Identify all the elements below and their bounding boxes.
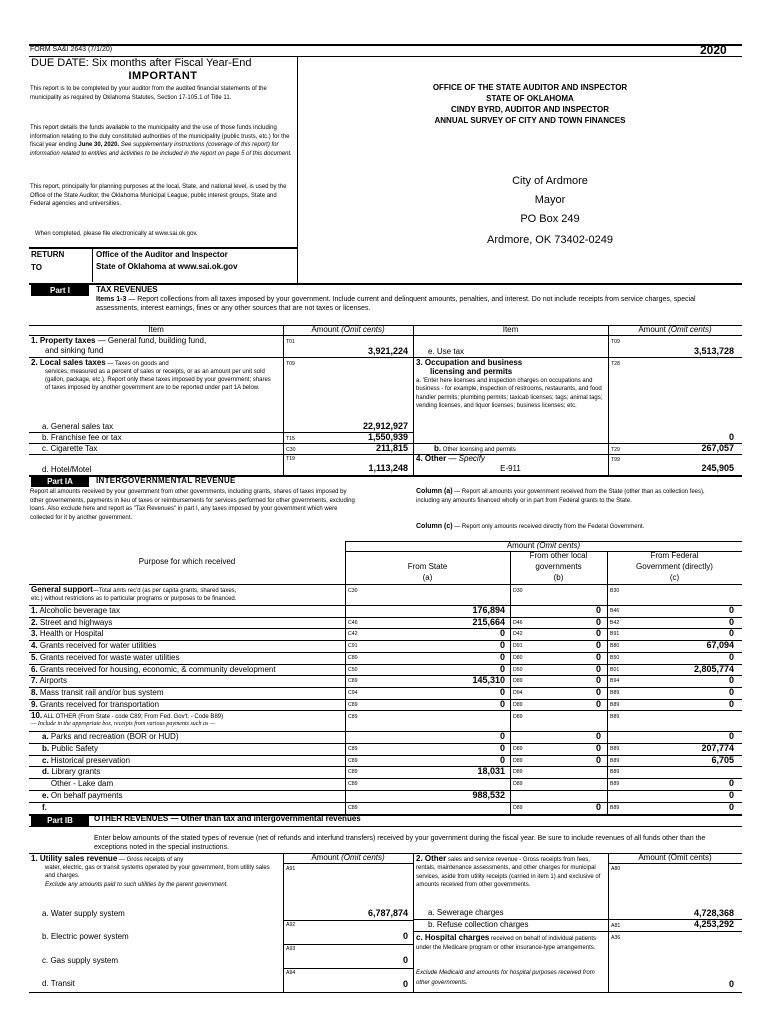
hotel-motel-amount[interactable]: 1,113,248 xyxy=(368,463,408,473)
occupation-label: 3. Occupation and business xyxy=(416,358,523,367)
ia-amount-federal[interactable]: 0 xyxy=(728,616,734,627)
local-sales-taxes-label: 2. Local sales taxes — Taxes on goods and xyxy=(31,358,169,367)
ia-row-label: 8. Mass transit rail and/or bus system xyxy=(31,687,164,697)
intro-paragraph-1: This report is to be completed by your auditor from the audited financial statements of the municipality as required by Oklahoma Statutes, Section 17-105.1 of Title 11. xyxy=(30,86,267,101)
transit-amount[interactable]: 0 xyxy=(402,979,408,989)
electric-code: A92 xyxy=(286,922,296,928)
ia-amount-state[interactable]: 18,031 xyxy=(477,766,505,777)
municipality-name: City of Ardmore xyxy=(512,175,588,187)
part-1b-instructions: Enter below amounts of the stated types of revenue (net of refunds and interfund transfers) received by your government during the fiscal year. Be sure to include revenues of all funds other than the exceptions noted in the special instructions. xyxy=(94,835,706,851)
ia-amount-federal[interactable]: 0 xyxy=(728,651,734,662)
occupation-label-2: licensing and permits xyxy=(430,367,513,376)
occupation-a-amount[interactable]: 0 xyxy=(728,432,734,442)
due-date: DUE DATE: Six months after Fiscal Year-End xyxy=(31,57,252,69)
ia-code-b: D94 xyxy=(513,689,523,696)
ia-row-label: 4. Grants received for water utilities xyxy=(31,641,157,651)
from-local-header-2: governments xyxy=(535,562,582,571)
return-label: RETURN xyxy=(31,250,65,259)
city-state-zip: Ardmore, OK 73402-0249 xyxy=(487,234,613,246)
return-address-line-1: Office of the Auditor and Inspector xyxy=(96,250,228,259)
form-year: 2020 xyxy=(700,43,727,57)
ia-code-c: B42 xyxy=(610,619,620,626)
from-federal-header-2: Government (directly) xyxy=(636,562,713,571)
ia-code-c: B89 xyxy=(610,781,620,788)
ia-amount-federal[interactable]: 0 xyxy=(728,628,734,639)
general-support-desc: etc.) without restrictions as to particular programs or purposes to be financed. xyxy=(31,596,237,602)
part-1b-tag: Part IB xyxy=(31,815,89,826)
form-id: FORM SA&I 2643 (7/1/20) xyxy=(30,46,113,53)
col-item-right: Item xyxy=(502,325,519,334)
ia-code-c: B89 xyxy=(610,769,620,776)
transit-label: d. Transit xyxy=(42,979,75,988)
ia-amount-local[interactable]: 0 xyxy=(595,754,601,765)
general-support-code-b: D30 xyxy=(513,588,523,594)
ia-code-a: C89 xyxy=(348,701,358,708)
from-federal-col: (c) xyxy=(669,573,680,582)
ia-code-a: C89 xyxy=(348,804,358,811)
all-other-code-c: B89 xyxy=(610,714,620,720)
ia-amount-local[interactable]: 0 xyxy=(595,698,601,709)
column-a-note: Column (a) — Report all amounts your government received from the State (other than as collection fees), including any amounts financed wholly or in part from Federal grants to the State. xyxy=(416,488,705,504)
ia-code-c: B89 xyxy=(610,757,620,764)
ia-code-b: D89 xyxy=(513,804,523,811)
ia-row-label: 3. Health or Hospital xyxy=(31,629,104,639)
intro-paragraph-2: This report details the funds available to the municipality and the use of those funds including information relating to the duly constituted authorities of the municipality (public trusts, etc.) for the fiscal year ending June 30, 2020. See supplementary instructions (coverage of this report) for information related to entities and activities to be included in the report on page 5 of this document. xyxy=(30,125,292,157)
ia-amount-state[interactable]: 0 xyxy=(499,698,505,709)
all-other-code-a: C89 xyxy=(348,714,358,720)
ia-row-label: 5. Grants received for waste water utilities xyxy=(31,652,180,662)
ia-code-b: D50 xyxy=(513,666,523,673)
refuse-amount[interactable]: 4,253,292 xyxy=(693,919,734,929)
ia-amount-local[interactable]: 0 xyxy=(595,731,601,741)
cigarette-tax-amount[interactable]: 211,815 xyxy=(375,443,408,453)
ia-amount-state[interactable]: 215,664 xyxy=(472,616,505,627)
ia-code-c: B46 xyxy=(610,608,620,614)
other-taxes-amount[interactable]: 245,905 xyxy=(701,463,734,473)
ia-row-label: 1. Alcoholic beverage tax xyxy=(31,606,120,615)
transit-code: A94 xyxy=(286,970,296,976)
office-line-4: ANNUAL SURVEY OF CITY AND TOWN FINANCES xyxy=(434,116,626,125)
ia-row-label: a. Parks and recreation (BOR or HUD) xyxy=(42,732,179,741)
ia-row-label: d. Library grants xyxy=(42,767,101,777)
hospital-desc: c. Hospital charges received on behalf of individual patients under the Medicare program or other insurance-type arrangements. xyxy=(416,933,597,951)
ia-code-c: B94 xyxy=(610,678,620,685)
all-other-label: 10. ALL OTHER (From State - code C89; From Fed. Gov't. - Code B89) xyxy=(31,711,224,720)
refuse-code: A81 xyxy=(611,923,621,929)
important-heading: IMPORTANT xyxy=(128,70,198,82)
gas-code: A93 xyxy=(286,946,296,952)
ia-amount-federal[interactable]: 0 xyxy=(728,605,734,615)
occupation-a-desc: a. ’Enter here licenses and inspection charges on occupations and business - for example, inspection of restrooms, restaurants, and food handler permits; plumbing permits; taxicab licenses; tags; animal tags; vending licenses, and liquor licenses; business licenses; etc. xyxy=(416,378,603,410)
ia-code-b: D89 xyxy=(513,769,523,776)
ia-amount-federal[interactable]: 0 xyxy=(728,698,734,709)
general-support-code-c: B30 xyxy=(610,588,620,594)
ia-amount-federal[interactable]: 0 xyxy=(728,675,734,686)
part-1a-title: INTERGOVERNMENTAL REVENUE xyxy=(96,476,236,485)
ia-row-label: e. On behalf payments xyxy=(42,791,123,800)
sewerage-label: a. Sewerage charges xyxy=(428,908,504,917)
return-label-to: TO xyxy=(31,263,42,272)
part-1b-amount-left: Amount (Omit cents) xyxy=(311,853,385,862)
ia-code-b: D89 xyxy=(513,781,523,788)
refuse-label: b. Refuse collection charges xyxy=(428,920,529,929)
ia-row-label: 2. Street and highways xyxy=(31,617,113,627)
office-line-3: CINDY BYRD, AUDITOR AND INSPECTOR xyxy=(450,105,610,114)
ia-amount-federal[interactable]: 0 xyxy=(728,778,734,789)
part-1b-amount-right: Amount (Omit cents) xyxy=(638,853,712,862)
ia-code-a: C89 xyxy=(348,757,358,764)
column-c-note: Column (c) — Report only amounts received directly from the Federal Government. xyxy=(416,523,645,530)
ia-amount-state[interactable]: 0 xyxy=(499,663,505,674)
ia-row-label: c. Historical preservation xyxy=(42,755,131,765)
ia-code-c: B89 xyxy=(610,745,620,752)
ia-amount-federal[interactable]: 0 xyxy=(728,686,734,697)
ia-amount-state[interactable]: 0 xyxy=(499,754,505,765)
ia-code-b: D89 xyxy=(513,701,523,708)
ia-code-b: D89 xyxy=(513,757,523,764)
ia-amount-local[interactable]: 0 xyxy=(595,605,601,615)
other-licensing-code: T29 xyxy=(611,447,620,453)
ia-amount-federal[interactable]: 2,805,774 xyxy=(693,663,734,674)
ia-amount-federal[interactable]: 0 xyxy=(728,731,734,741)
ia-amount-state[interactable]: 145,310 xyxy=(472,675,505,686)
hospital-amount[interactable]: 0 xyxy=(728,979,734,989)
use-tax-amount[interactable]: 3,513,728 xyxy=(693,346,734,356)
ia-amount-local[interactable]: 0 xyxy=(595,616,601,627)
ia-code-a: C80 xyxy=(348,654,358,661)
ia-code-a: C50 xyxy=(348,666,358,673)
ia-amount-federal[interactable]: 207,774 xyxy=(701,742,734,753)
hospital-code: A36 xyxy=(611,935,621,941)
return-address-line-2: State of Oklahoma at www.sai.ok.gov xyxy=(96,262,238,271)
part-1a-instructions: Report all amounts received by your government from other governments, including grants, shares of taxes imposed by other governements, payments in lieu of taxes or reimbursements for services performed for other governments, excluding loans. Also exclude here and report as "Tax Revenues" in part I, any taxes imposed by your government which were collected for it by another government. xyxy=(30,489,355,521)
part-1-tag: Part I xyxy=(31,285,89,296)
ia-amount-state[interactable]: 0 xyxy=(499,651,505,662)
property-taxes-sub: and sinking fund xyxy=(45,346,104,355)
ia-amount-state[interactable]: 0 xyxy=(499,742,505,753)
all-other-code-b: D89 xyxy=(513,714,523,720)
ia-code-a: C91 xyxy=(348,643,358,650)
ia-code-c: B50 xyxy=(610,654,620,661)
use-tax-code: T09 xyxy=(611,339,620,345)
ia-amount-state[interactable]: 0 xyxy=(499,731,505,741)
intro-paragraph-3: This report, principally for planning purposes at the local, State, and national level, is used by the Office of the State Auditor, the Oklahoma Municipal League, public interest groups, State and Federal agencies and universities. xyxy=(30,184,287,208)
ia-amount-local[interactable]: 0 xyxy=(595,663,601,674)
purpose-header: Purpose for which received xyxy=(138,557,236,566)
ia-code-c: B91 xyxy=(610,631,620,638)
property-taxes-code: T01 xyxy=(286,339,295,345)
ia-code-c: B01 xyxy=(610,666,620,673)
ia-row-label: Other - Lake dam xyxy=(42,779,114,789)
utility-sales-desc: water, electric, gas or transit systems operated by your government, from utility sales and charges. Exclude any amounts paid to such utilities by the parent government. xyxy=(45,865,270,888)
ia-amount-local[interactable]: 0 xyxy=(595,801,601,812)
cigarette-tax-code: C30 xyxy=(286,447,296,453)
other-sales-desc: 2. Other sales and service revenue - Gross receipts from fees, rentals, maintenance assessments, and other charges for municipal services, aside from utility receipts (carried in item 1) and exclusive of amounts received from other governments. xyxy=(416,854,601,889)
ia-amount-state[interactable]: 176,894 xyxy=(472,605,505,615)
ia-amount-local[interactable]: 0 xyxy=(595,640,601,651)
part-1a-tag: Part IA xyxy=(31,476,89,487)
from-federal-header: From Federal xyxy=(650,551,699,560)
ia-code-a: C89 xyxy=(348,678,358,685)
hospital-exclusion: Exclude Medicaid and amounts for hospital purposes received from other governments. xyxy=(416,970,595,986)
ia-code-b: D89 xyxy=(513,678,523,685)
ia-code-a: C89 xyxy=(348,781,358,788)
mailing-address: PO Box 249 xyxy=(520,213,580,225)
office-line-2: STATE OF OKLAHOMA xyxy=(486,94,574,103)
ia-amount-state[interactable]: 0 xyxy=(499,640,505,651)
sewerage-amount[interactable]: 4,728,368 xyxy=(693,908,734,918)
ia-code-b: D42 xyxy=(513,631,523,638)
ia-code-c: B89 xyxy=(610,689,620,696)
hotel-motel-code: T19 xyxy=(286,456,295,462)
ia-amount-local[interactable]: 0 xyxy=(595,628,601,639)
ia-amount-federal[interactable]: 6,705 xyxy=(711,754,734,765)
part-1b-title: OTHER REVENUES — Other than tax and intergovernmental revenues xyxy=(94,814,361,823)
office-line-1: OFFICE OF THE STATE AUDITOR AND INSPECTOR xyxy=(432,83,628,92)
hotel-motel-label: d. Hotel/Motel xyxy=(42,465,92,474)
from-local-header: From other local xyxy=(529,551,588,560)
all-other-include: — Include in the appropriate box, receipts from various payments such as — xyxy=(31,721,216,727)
from-local-col: (b) xyxy=(553,573,564,582)
other-taxes-item: E-911 xyxy=(500,464,521,473)
local-sales-code: T09 xyxy=(286,361,295,367)
utility-sales-label: 1. Utility sales revenue — Gross receipts of any xyxy=(31,854,184,863)
gas-supply-amount[interactable]: 0 xyxy=(402,955,408,965)
general-support-code-a: C30 xyxy=(348,588,358,594)
franchise-fee-label: b. Franchise fee or tax xyxy=(42,433,122,442)
general-sales-amount[interactable]: 22,912,927 xyxy=(362,421,408,431)
part-1-instructions: Items 1-3 — Report collections from all taxes imposed by your government. Include current and delinquent amounts, penalties, and interest. Do not include receipts from service charges, special assessments, interest earnings, fines or any other sources that are not taxes or licenses. xyxy=(96,296,696,312)
ia-code-c: B89 xyxy=(610,804,620,811)
electric-power-label: b. Electric power system xyxy=(42,932,129,941)
property-taxes-label: 1. Property taxes — General fund, building fund, xyxy=(31,336,207,345)
ia-code-a: C46 xyxy=(348,619,358,626)
ia-code-b: D89 xyxy=(513,745,523,752)
ia-code-a: C94 xyxy=(348,689,358,696)
ia-code-a: C42 xyxy=(348,631,358,638)
other-taxes-label: 4. Other — Specify xyxy=(416,454,485,463)
other-licensing-label: b. Other licensing and permits xyxy=(434,444,516,453)
gas-supply-label: c. Gas supply system xyxy=(42,956,119,965)
ia-code-b: D80 xyxy=(513,654,523,661)
ia-code-c: B80 xyxy=(610,643,620,650)
other-sales-code: A80 xyxy=(611,866,621,872)
ia-amount-federal[interactable]: 67,094 xyxy=(706,640,734,651)
ia-row-label: b. Public Safety xyxy=(42,743,99,753)
ia-row-label: f. xyxy=(42,802,47,812)
use-tax-label: e. Use tax xyxy=(428,347,465,356)
addressee-title: Mayor xyxy=(534,194,566,206)
general-sales-label: a. General sales tax xyxy=(42,422,114,431)
ia-amount-local[interactable]: 0 xyxy=(595,742,601,753)
water-supply-amount[interactable]: 6,787,874 xyxy=(367,908,408,918)
ia-code-b: D91 xyxy=(513,643,523,650)
ia-amount-local[interactable]: 0 xyxy=(595,651,601,662)
efile-note: When completed, please file electronically at www.sai.ok.gov. xyxy=(35,231,198,237)
ia-row-label: 9. Grants received for transportation xyxy=(31,699,160,709)
ia-amount-state[interactable]: 988,532 xyxy=(472,790,505,800)
property-taxes-amount[interactable]: 3,921,224 xyxy=(367,346,408,356)
ia-row-label: 7. Airports xyxy=(31,676,68,686)
part-1a-amount-header: Amount (Omit cents) xyxy=(506,541,581,550)
ia-amount-federal[interactable]: 0 xyxy=(728,790,734,800)
general-support-label: General support—Total amts rec'd (as per capita grants, shared taxes, xyxy=(31,585,237,594)
ia-amount-local[interactable]: 0 xyxy=(595,686,601,697)
col-amount-right: Amount (Omit cents) xyxy=(638,325,712,334)
occupation-code: T28 xyxy=(611,361,620,367)
utility-code: A91 xyxy=(286,866,296,872)
from-state-header: From State xyxy=(407,562,448,571)
col-item-left: Item xyxy=(148,325,164,334)
from-state-col: (a) xyxy=(422,573,433,582)
cigarette-tax-label: c. Cigarette Tax xyxy=(42,444,98,453)
ia-amount-state[interactable]: 0 xyxy=(499,628,505,639)
other-taxes-code: T99 xyxy=(611,457,620,463)
ia-code-a: C89 xyxy=(348,745,358,752)
col-amount-left: Amount (Omit cents) xyxy=(311,325,385,334)
electric-power-amount[interactable]: 0 xyxy=(402,931,408,941)
water-supply-label: a. Water supply system xyxy=(42,909,125,918)
ia-code-b: D46 xyxy=(513,619,523,626)
part-1-title: TAX REVENUES xyxy=(96,285,158,294)
other-licensing-amount[interactable]: 267,057 xyxy=(701,443,734,453)
local-sales-taxes-desc: services, measured as a percent of sales or receipts, or as an amount per unit sold (gallon, package, etc.). Report only these taxes imposed by your government; shares of taxes imposed by another government are to be reported under part 1A below. xyxy=(45,369,271,392)
franchise-fee-code: T15 xyxy=(286,436,295,442)
ia-code-a: C89 xyxy=(348,769,358,776)
ia-code-c: B89 xyxy=(610,701,620,708)
ia-amount-local[interactable]: 0 xyxy=(595,675,601,686)
ia-row-label: 6. Grants received for housing, economic, & community development xyxy=(31,664,276,674)
ia-amount-state[interactable]: 0 xyxy=(499,686,505,697)
ia-amount-federal[interactable]: 0 xyxy=(728,801,734,812)
franchise-fee-amount[interactable]: 1,550,939 xyxy=(367,432,408,442)
